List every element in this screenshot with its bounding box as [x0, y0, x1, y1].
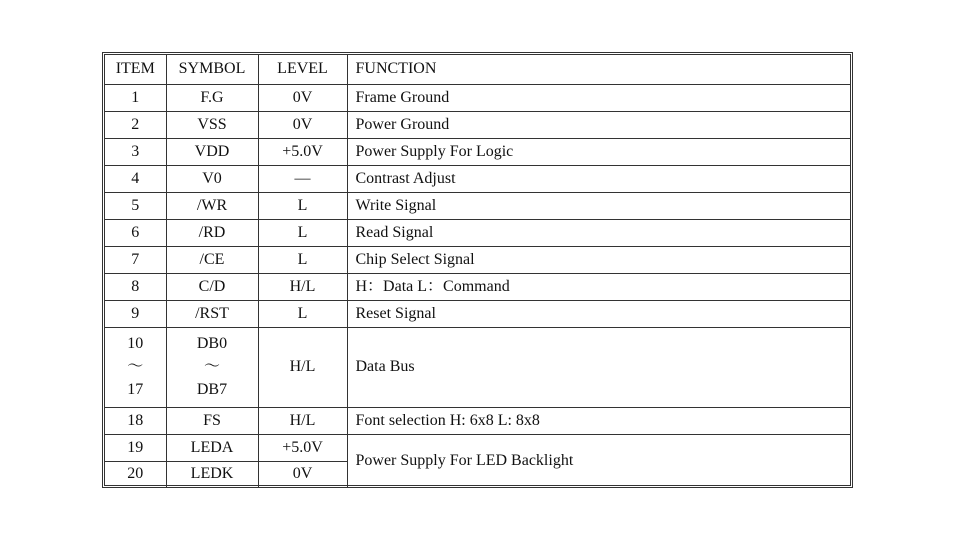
- cell-level: +5.0V: [258, 434, 347, 461]
- table-row: [105, 273, 850, 300]
- cell-level: L: [258, 300, 347, 327]
- cell-level: H/L: [258, 407, 347, 434]
- table-row-data-bus: [105, 327, 850, 407]
- cell-item: 2: [105, 111, 166, 138]
- cell-item: 5: [105, 192, 166, 219]
- symbol-range-end: DB7: [196, 381, 228, 398]
- cell-function: Power Ground: [347, 111, 850, 138]
- header-function: FUNCTION: [347, 55, 850, 84]
- cell-function: Reset Signal: [347, 300, 850, 327]
- cell-level: H/L: [258, 327, 347, 407]
- table-row: [105, 300, 850, 327]
- cell-symbol: FS: [166, 407, 258, 434]
- cell-function: Read Signal: [347, 219, 850, 246]
- table-row: [105, 84, 850, 111]
- cell-function: Frame Ground: [347, 84, 850, 111]
- cell-item: 3: [105, 138, 166, 165]
- cell-item: 1: [105, 84, 166, 111]
- cell-function-backlight: Power Supply For LED Backlight: [347, 434, 850, 487]
- table-row: [105, 192, 850, 219]
- table-row: [105, 246, 850, 273]
- table-row: [105, 111, 850, 138]
- header-item: ITEM: [105, 55, 166, 84]
- cell-symbol: VSS: [166, 111, 258, 138]
- table-row: [105, 138, 850, 165]
- symbol-range-start: DB0: [196, 335, 228, 352]
- cell-item: 9: [105, 300, 166, 327]
- cell-level: L: [258, 192, 347, 219]
- cell-item: 18: [105, 407, 166, 434]
- cell-symbol: LEDA: [166, 434, 258, 461]
- cell-symbol: LEDK: [166, 461, 258, 487]
- table-row: [105, 219, 850, 246]
- cell-symbol: V0: [166, 165, 258, 192]
- cell-symbol: /RD: [166, 219, 258, 246]
- cell-level: 0V: [258, 111, 347, 138]
- cell-symbol: /RST: [166, 300, 258, 327]
- cell-function: H：Data L：Command: [347, 273, 850, 300]
- cell-function: Power Supply For Logic: [347, 138, 850, 165]
- cell-item: 7: [105, 246, 166, 273]
- table-header-row: [105, 55, 850, 84]
- cell-function: Chip Select Signal: [347, 246, 850, 273]
- item-range-end: 17: [127, 381, 144, 398]
- cell-level: —: [258, 165, 347, 192]
- cell-function: Write Signal: [347, 192, 850, 219]
- cell-symbol-range: [166, 327, 258, 407]
- table-row: [105, 165, 850, 192]
- symbol-range-tilde: ～: [203, 358, 220, 375]
- table-row: [105, 434, 850, 461]
- cell-item-range: [105, 327, 166, 407]
- cell-item: 20: [105, 461, 166, 487]
- cell-item: 19: [105, 434, 166, 461]
- cell-symbol: C/D: [166, 273, 258, 300]
- cell-symbol: F.G: [166, 84, 258, 111]
- cell-level: L: [258, 246, 347, 273]
- item-range-tilde: ～: [127, 358, 144, 375]
- pin-assignment-table: [105, 55, 850, 488]
- pin-assignment-table-frame: [102, 52, 853, 488]
- table-row: [105, 407, 850, 434]
- cell-level: 0V: [258, 461, 347, 487]
- item-range-start: 10: [127, 335, 144, 352]
- header-level: LEVEL: [258, 55, 347, 84]
- cell-function: Data Bus: [347, 327, 850, 407]
- cell-item: 8: [105, 273, 166, 300]
- cell-level: +5.0V: [258, 138, 347, 165]
- cell-function: Font selection H: 6x8 L: 8x8: [347, 407, 850, 434]
- cell-level: L: [258, 219, 347, 246]
- cell-item: 6: [105, 219, 166, 246]
- cell-item: 4: [105, 165, 166, 192]
- cell-symbol: /WR: [166, 192, 258, 219]
- cell-symbol: VDD: [166, 138, 258, 165]
- cell-symbol: /CE: [166, 246, 258, 273]
- cell-function: Contrast Adjust: [347, 165, 850, 192]
- cell-level: 0V: [258, 84, 347, 111]
- header-symbol: SYMBOL: [166, 55, 258, 84]
- cell-level: H/L: [258, 273, 347, 300]
